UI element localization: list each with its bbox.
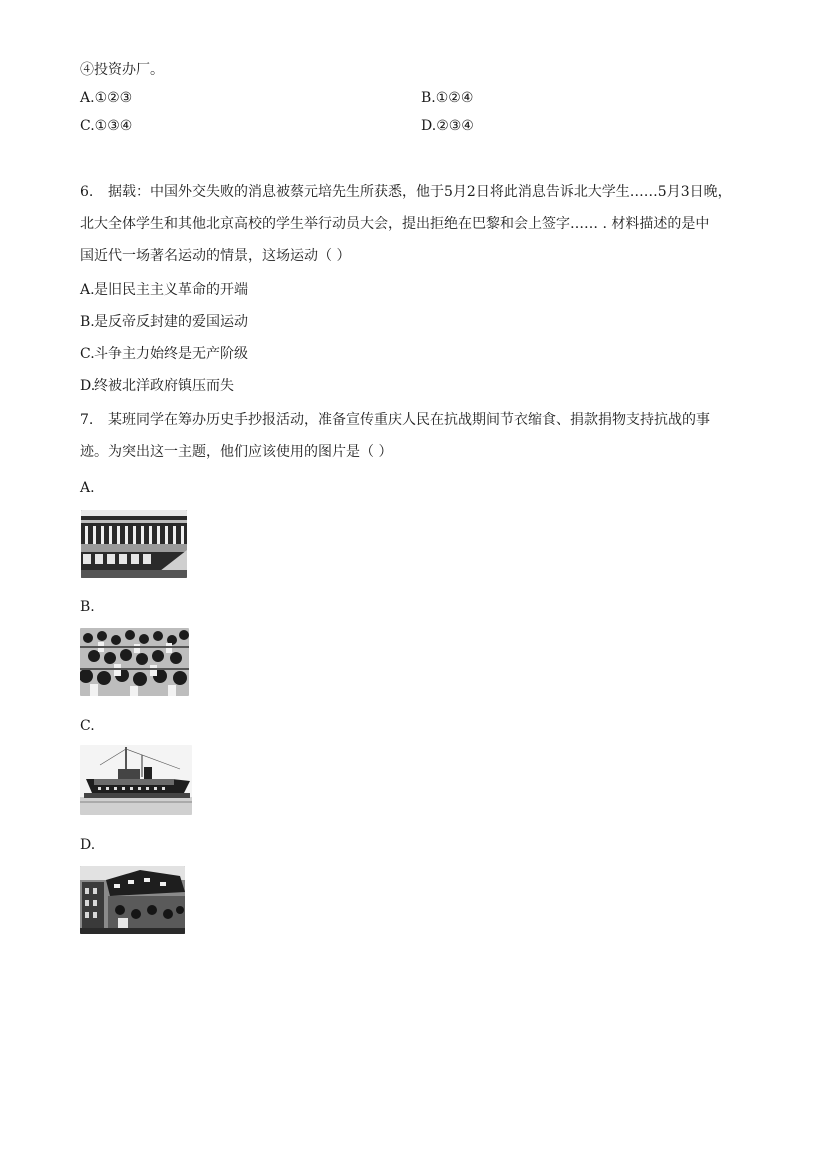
q7-option-c-label: C. bbox=[80, 718, 95, 734]
option-letter: A. bbox=[80, 282, 95, 298]
q6-stem-line-1 bbox=[80, 182, 732, 202]
q7-stem-line-2: 迹。为突出这一主题，他们应该使用的图片是（ ） bbox=[80, 444, 393, 460]
q6-option-b bbox=[80, 312, 248, 332]
bridge-photo-icon bbox=[81, 510, 187, 578]
question-number: 7. bbox=[80, 412, 94, 428]
question-stem: 某班同学在筹办历史手抄报活动，准备宣传重庆人民在抗战期间节衣缩食、捐款捐物支持抗战的事 bbox=[108, 412, 710, 428]
option-text: ②③④ bbox=[436, 118, 474, 134]
option-letter: B. bbox=[421, 90, 436, 106]
q5-option-d bbox=[421, 116, 474, 136]
option-text: ①②③ bbox=[94, 90, 133, 106]
option-letter: C. bbox=[80, 118, 95, 134]
option-text: ①③④ bbox=[94, 118, 133, 134]
option-text: 斗争主力始终是无产阶级 bbox=[94, 346, 248, 362]
q5-option-c bbox=[80, 116, 132, 136]
q6-option-c bbox=[80, 344, 248, 364]
q7-option-d-label: D. bbox=[80, 837, 96, 853]
q7-option-a-photo bbox=[81, 510, 187, 578]
q7-option-d-photo bbox=[80, 866, 185, 934]
q7-stem-line-1 bbox=[80, 410, 710, 430]
option-letter: D. bbox=[421, 118, 437, 134]
q7-option-b-photo bbox=[80, 628, 189, 696]
option-letter: D. bbox=[80, 378, 96, 394]
q6-stem-line-3: 国近代一场著名运动的情景，这场运动（ ） bbox=[80, 248, 351, 264]
option-letter: A. bbox=[80, 90, 95, 106]
q7-option-c-photo bbox=[80, 745, 192, 815]
question-number: 6. bbox=[80, 184, 94, 200]
option-text: 终被北洋政府镇压而失 bbox=[94, 378, 234, 394]
q6-option-d bbox=[80, 376, 234, 396]
q5-option-a bbox=[80, 88, 132, 108]
q6-option-a bbox=[80, 280, 248, 300]
option-text: 是反帝反封建的爱国运动 bbox=[94, 314, 248, 330]
q5-option-b bbox=[421, 88, 473, 108]
option-text: 是旧民主主义革命的开端 bbox=[94, 282, 248, 298]
ship-photo-icon bbox=[80, 745, 192, 815]
crowd-photo-icon bbox=[80, 628, 189, 696]
q5-item-4: ④投资办厂。 bbox=[80, 62, 164, 78]
option-letter: C. bbox=[80, 346, 95, 362]
option-letter: B. bbox=[80, 314, 95, 330]
q7-option-b-label: B. bbox=[80, 599, 95, 615]
street-photo-icon bbox=[80, 866, 185, 934]
q7-option-a-label: A. bbox=[80, 480, 95, 496]
option-text: ①②④ bbox=[435, 90, 474, 106]
q6-stem-line-2: 北大全体学生和其他北京高校的学生举行动员大会，提出拒绝在巴黎和会上签字…… . 材料描述的是中 bbox=[80, 216, 710, 232]
question-stem: 据载：中国外交失败的消息被蔡元培先生所获悉，他于5月2日将此消息告诉北大学生……5月3日晚， bbox=[108, 184, 732, 200]
